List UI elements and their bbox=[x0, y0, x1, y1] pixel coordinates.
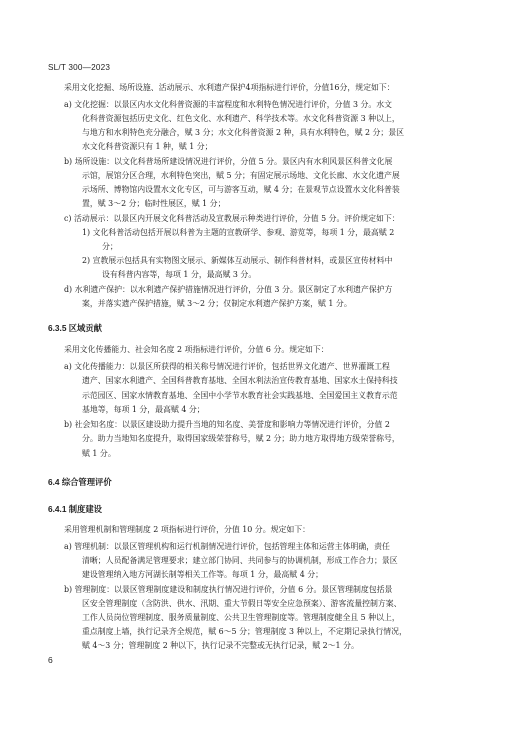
sub-item-line: 2) 宣教展示包括具有实物图文展示、新媒体互动展示、制作科普材料，或景区宣传材料中 bbox=[82, 256, 393, 265]
list-item-line: 水文化科普资源只有 1 种，赋 1 分； bbox=[82, 142, 213, 151]
section-heading-6-4-1: 6.4.1 制度建设 bbox=[48, 504, 102, 514]
list-item-line: 赋 1 分。 bbox=[82, 449, 116, 458]
list-item-line: 示范园区、国家水情教育基地、全国中小学节水教育社会实践基地、全国爱国主义教育示范 bbox=[82, 391, 398, 400]
list-item-line: a) 管理机制：以景区管理机构和运行机制情况进行评价，包括管理主体和运营主体明确，责任 bbox=[64, 542, 390, 551]
section-heading-6-4: 6.4 综合管理评价 bbox=[48, 477, 112, 487]
sub-item-line: 分； bbox=[102, 242, 118, 251]
list-item-line: 清晰；人员配备满足管理要求；建立部门协同、共同参与的协调机制，形成工作合力；景区 bbox=[82, 556, 398, 565]
section-heading-6-3-5: 6.3.5 区域贡献 bbox=[48, 323, 102, 333]
list-item-line: d) 水利遗产保护：以水利遗产保护措施情况进行评价，分值 3 分。景区制定了水利遗产保护方 bbox=[64, 285, 393, 294]
list-item-line: 建设管理纳入地方河湖长制等相关工作等。每项 1 分，最高赋 4 分； bbox=[82, 570, 324, 579]
standard-code: SL/T 300—2023 bbox=[48, 63, 111, 72]
list-item-line: b) 场所设施：以文化科普场所建设情况进行评价，分值 5 分。景区内有水利风景区科普文化展 bbox=[64, 157, 393, 166]
list-item-line: b) 社会知名度：以景区建设助力提升当地的知名度、美誉度和影响力等情况进行评价，分值 2 bbox=[64, 420, 390, 429]
list-item-line: 示场所、博物馆内设置水文化专区，可与游客互动，赋 4 分；在景观节点设置水文化科普装 bbox=[82, 185, 400, 194]
list-item-line: 重点制度上墙，执行记录齐全规范，赋 6～5 分；管理制度 3 种以上，不定期记录执行情况， bbox=[82, 627, 407, 636]
list-item-line: 基地等，每项 1 分，最高赋 4 分； bbox=[82, 405, 205, 414]
sub-item-line: 设有科普内容等，每项 1 分，最高赋 3 分。 bbox=[102, 270, 257, 279]
list-item-line: 分。助力当地知名度提升，取得国家级荣誉称号，赋 2 分；助力地方取得地方级荣誉称号， bbox=[82, 434, 400, 443]
list-item-line: 示馆，展馆分区合理，水利特色突出，赋 5 分；有固定展示场地、文化长廊、水文化遗产展 bbox=[82, 171, 400, 180]
list-item-line: a) 文化挖掘：以景区内水文化科普资源的丰富程度和水利特色情况进行评价，分值 3 分。水文 bbox=[64, 100, 393, 109]
list-item-line: 置，赋 3～2 分；临时性展区，赋 1 分； bbox=[82, 199, 226, 208]
sub-item-line: 1) 文化科普活动包括开展以科普为主题的宣教研学、参观、游览等，每项 1 分，最高赋 2 bbox=[82, 228, 395, 237]
list-item-line: c) 活动展示：以景区内开展文化科普活动及宣教展示种类进行评价，分值 5 分。评价规定如下： bbox=[64, 214, 400, 223]
page-number: 6 bbox=[48, 655, 53, 665]
list-item-line: 化科普资源包括历史文化、红色文化、水利遗产、科学技术等。水文化科普资源 3 种以上， bbox=[82, 114, 400, 123]
list-item-line: 案，并落实遗产保护措施，赋 3～2 分；仅制定水利遗产保护方案，赋 1 分。 bbox=[82, 299, 352, 308]
list-item-line: a) 文化传播能力：以景区所获得的相关称号情况进行评价，包括世界文化遗产、世界灌溉工程 bbox=[64, 362, 390, 371]
list-item-line: 区安全管理制度（含防洪、供水、汛期、重大节假日等安全应急预案）、游客流量控制方案、 bbox=[82, 599, 402, 608]
paragraph-line: 采用文化挖掘、场所设施、活动展示、水利遗产保护4项指标进行评价，分值16分，规定如下： bbox=[64, 83, 395, 92]
paragraph-line: 采用管理机制和管理制度 2 项指标进行评价，分值 10 分。规定如下： bbox=[64, 525, 311, 534]
list-item-line: 与地方和水利特色充分融合，赋 3 分；水文化科普资源 2 种，具有水利特色，赋 2 分；景区 bbox=[82, 128, 405, 137]
list-item-line: b) 管理制度：以景区管理制度建设和制度执行情况进行评价，分值 6 分。景区管理制度包括景 bbox=[64, 585, 393, 594]
paragraph-line: 采用文化传播能力、社会知名度 2 项指标进行评价，分值 6 分。规定如下： bbox=[64, 345, 329, 354]
list-item-line: 工作人员岗位管理制度、服务质量制度、公共卫生管理制度等。管理制度健全且 5 种以上， bbox=[82, 613, 400, 622]
list-item-line: 遗产、国家水利遗产、全国科普教育基地、全国水利法治宣传教育基地、国家水土保持科技 bbox=[82, 376, 398, 385]
list-item-line: 赋 4～3 分；管理制度 2 种以下，执行记录不完整或无执行记录，赋 2～1 分。 bbox=[82, 641, 359, 650]
